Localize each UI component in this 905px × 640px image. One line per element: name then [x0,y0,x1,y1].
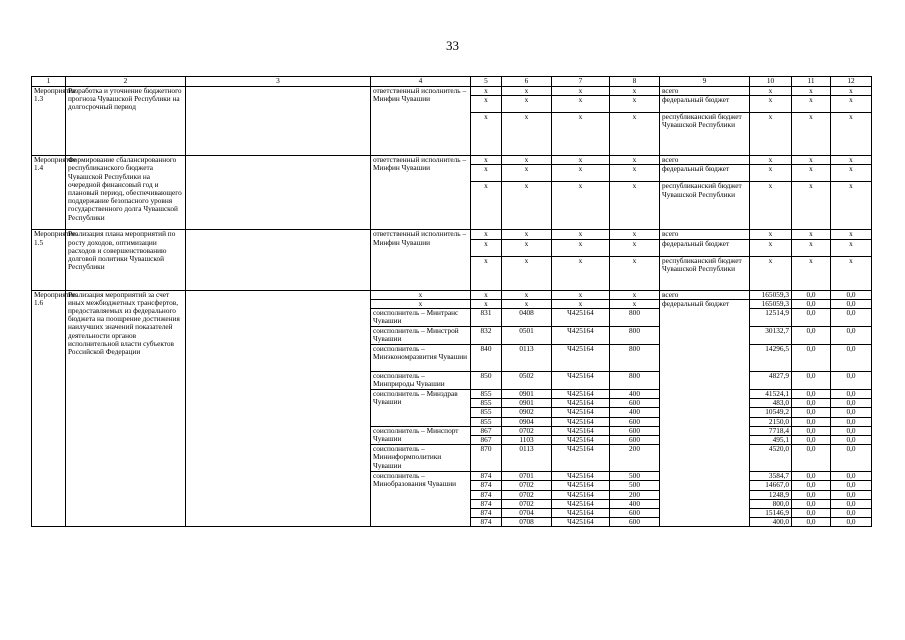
value-cell: 14667,0 [750,481,792,490]
measure-name: Мероприятие 1.5 [32,230,66,290]
code-cell: Ч425164 [552,327,610,345]
code-cell: x [502,96,552,113]
funding-source: республиканский бюджет Чувашской Республики [660,113,750,156]
measure-description: Реализация мероприятий за счет иных межбюджетных трансфертов, предоставляемых из федерального бюджета на поощрение достижения наилучших значений показателей деятельности органов исполнительной власти субъектов Российской Федерации [66,290,186,527]
funding-source: всего [660,230,750,239]
code-cell: x [502,156,552,165]
page-number: 33 [446,38,459,53]
code-cell: 400 [610,390,660,399]
code-cell: 0701 [502,472,552,481]
value-cell: 0,0 [792,327,831,345]
value-cell: 0,0 [792,472,831,481]
executor-cell: соисполнитель – Минэкономразвития Чувашии [371,345,471,372]
code-cell: 0113 [502,345,552,372]
value-cell: 10549,2 [750,408,792,417]
code-cell: 874 [471,481,502,490]
value-cell: 0,0 [831,472,872,481]
code-cell: 0704 [502,509,552,518]
code-cell: 0902 [502,408,552,417]
code-cell: x [502,239,552,256]
code-cell: 0502 [502,372,552,390]
code-cell: x [502,113,552,156]
code-cell: x [552,299,610,308]
header-cell: 5 [471,77,502,87]
value-cell: 165059,3 [750,299,792,308]
code-cell: 400 [610,499,660,508]
code-cell: x [552,96,610,113]
value-cell: x [750,113,792,156]
header-cell: 1 [32,77,66,87]
measure-name: Мероприятие 1.4 [32,156,66,230]
value-cell: 0,0 [831,426,872,435]
code-cell: x [471,156,502,165]
code-cell: 831 [471,309,502,327]
value-cell: 0,0 [831,345,872,372]
value-cell: 0,0 [792,309,831,327]
measure-description: Формирование сбалансированного республиканского бюджета Чувашской Республики на очередной финансовый год и плановый период, обеспечивающего поддержание безопасного уровня государственного долга Чувашской Республики [66,156,186,230]
code-cell: Ч425164 [552,399,610,408]
code-cell: Ч425164 [552,445,610,472]
header-cell: 4 [371,77,471,87]
executor-cell: ответственный исполнитель – Минфин Чувашии [371,87,471,156]
header-cell: 2 [66,77,186,87]
value-cell: 0,0 [831,327,872,345]
code-cell: x [552,256,610,290]
code-cell: x [471,87,502,96]
value-cell: x [831,256,872,290]
code-cell: 500 [610,481,660,490]
value-cell: 0,0 [831,309,872,327]
header-cell: 9 [660,77,750,87]
value-cell: 12514,9 [750,309,792,327]
code-cell: 600 [610,509,660,518]
code-cell: 0901 [502,399,552,408]
code-cell: Ч425164 [552,426,610,435]
code-cell: 855 [471,399,502,408]
header-cell: 12 [831,77,872,87]
header-cell: 6 [502,77,552,87]
measure-description: Реализация плана мероприятий по росту доходов, оптимизации расходов и совершенствованию долговой политики Чувашской Республики [66,230,186,290]
value-cell: x [831,156,872,165]
value-cell: x [792,113,831,156]
value-cell: x [792,156,831,165]
value-cell: x [792,256,831,290]
executor-cell: соисполнитель – Минстрой Чувашии [371,327,471,345]
measure-name: Мероприятие 1.3 [32,87,66,156]
value-cell: 0,0 [792,299,831,308]
value-cell: x [792,165,831,182]
code-cell: 867 [471,426,502,435]
code-cell: 600 [610,399,660,408]
code-cell: x [610,87,660,96]
value-cell: x [750,156,792,165]
value-cell: x [831,239,872,256]
code-cell: 867 [471,436,502,445]
value-cell: 0,0 [792,509,831,518]
code-cell: 1103 [502,436,552,445]
value-cell: x [750,96,792,113]
code-cell: 0708 [502,518,552,527]
code-cell: 800 [610,327,660,345]
value-cell: 0,0 [792,436,831,445]
value-cell: x [792,239,831,256]
code-cell: x [610,156,660,165]
funding-source: федеральный бюджет [660,239,750,256]
code-cell: Ч425164 [552,345,610,372]
header-cell: 3 [186,77,371,87]
code-cell: x [471,230,502,239]
measure-row [32,230,872,239]
value-cell: x [792,230,831,239]
value-cell: 0,0 [831,490,872,499]
code-cell: 0702 [502,426,552,435]
code-cell: x [502,290,552,299]
code-cell: 0702 [502,481,552,490]
value-cell: 0,0 [831,499,872,508]
code-cell: Ч425164 [552,390,610,399]
code-cell: x [552,230,610,239]
executor-cell: ответственный исполнитель – Минфин Чувашии [371,156,471,230]
code-cell: x [552,113,610,156]
value-cell: 495,1 [750,436,792,445]
code-cell: 600 [610,417,660,426]
value-cell: 0,0 [792,426,831,435]
executor-cell: соисполнитель – Минприроды Чувашии [371,372,471,390]
value-cell: 400,0 [750,518,792,527]
value-cell: 1248,9 [750,490,792,499]
value-cell: 0,0 [792,399,831,408]
value-cell: x [831,165,872,182]
value-cell: 0,0 [792,408,831,417]
code-cell: x [552,182,610,230]
code-cell: 855 [471,390,502,399]
value-cell: x [792,87,831,96]
code-cell: 832 [471,327,502,345]
code-cell: 800 [610,372,660,390]
value-cell: 0,0 [831,408,872,417]
header-row [32,77,872,87]
code-cell: Ч425164 [552,472,610,481]
code-cell: 200 [610,490,660,499]
value-cell: 4827,9 [750,372,792,390]
value-cell: 0,0 [831,372,872,390]
code-cell: x [610,290,660,299]
funding-source: республиканский бюджет Чувашской Республики [660,256,750,290]
code-cell: 0408 [502,309,552,327]
value-cell: 0,0 [831,436,872,445]
value-cell: x [831,87,872,96]
value-cell: x [831,230,872,239]
code-cell: 0702 [502,490,552,499]
value-cell: 0,0 [792,445,831,472]
executor-cell: соисполнитель – Минтранс Чувашии [371,309,471,327]
code-cell: x [502,256,552,290]
funding-source: республиканский бюджет Чувашской Республики [660,182,750,230]
value-cell: x [750,182,792,230]
value-cell: 2150,0 [750,417,792,426]
value-cell: 0,0 [831,417,872,426]
value-cell: 0,0 [792,390,831,399]
code-cell: x [610,239,660,256]
code-cell: 0901 [502,390,552,399]
header-cell: 10 [750,77,792,87]
executor-cell: соисполнитель – Мининформполитики Чувашии [371,445,471,472]
executor-cell: соисполнитель – Минздрав Чувашии [371,390,471,427]
code-cell: 874 [471,472,502,481]
value-cell: x [750,256,792,290]
code-cell: x [552,239,610,256]
funding-source: федеральный бюджет [660,299,750,527]
code-cell: x [610,113,660,156]
value-cell: x [792,182,831,230]
code-cell: x [471,96,502,113]
measure-row [32,87,872,96]
code-cell: 840 [471,345,502,372]
code-cell: Ч425164 [552,509,610,518]
executor-cell: ответственный исполнитель – Минфин Чувашии [371,230,471,290]
value-cell: 165059,3 [750,290,792,299]
code-cell: 874 [471,509,502,518]
measure-row [32,290,872,299]
code-cell: x [471,182,502,230]
funding-source: всего [660,156,750,165]
header-cell: 7 [552,77,610,87]
value-cell: x [750,87,792,96]
code-cell: x [610,299,660,308]
value-cell: x [831,182,872,230]
code-cell: 870 [471,445,502,472]
code-cell: x [471,239,502,256]
measure-row [32,156,872,165]
value-cell: 0,0 [792,290,831,299]
executor-cell: соисполнитель – Минобразования Чувашии [371,472,471,527]
value-cell: 0,0 [792,417,831,426]
value-cell: 0,0 [831,290,872,299]
code-cell: x [502,87,552,96]
value-cell: x [750,239,792,256]
value-cell: 0,0 [831,390,872,399]
code-cell: 855 [471,417,502,426]
code-cell: 0501 [502,327,552,345]
value-cell: 0,0 [792,345,831,372]
value-cell: 41524,1 [750,390,792,399]
code-cell: Ч425164 [552,518,610,527]
code-cell: 850 [471,372,502,390]
value-cell: 30132,7 [750,327,792,345]
funding-source: федеральный бюджет [660,165,750,182]
code-cell: 400 [610,408,660,417]
code-cell: 600 [610,426,660,435]
funding-source: всего [660,290,750,299]
value-cell: 3584,7 [750,472,792,481]
value-cell: 0,0 [831,399,872,408]
funding-source: всего [660,87,750,96]
code-cell: Ч425164 [552,436,610,445]
code-cell: x [502,165,552,182]
code-cell: x [471,290,502,299]
code-cell: 0113 [502,445,552,472]
code-cell: x [610,230,660,239]
header-cell: 8 [610,77,660,87]
program-table [31,76,872,527]
value-cell: 0,0 [792,372,831,390]
value-cell: 0,0 [792,490,831,499]
code-cell: Ч425164 [552,309,610,327]
code-cell: 0702 [502,499,552,508]
code-cell: x [552,165,610,182]
code-cell: Ч425164 [552,499,610,508]
value-cell: 0,0 [831,299,872,308]
code-cell: 600 [610,518,660,527]
funding-source: федеральный бюджет [660,96,750,113]
code-cell: x [471,165,502,182]
code-cell: x [471,113,502,156]
value-cell: 7718,4 [750,426,792,435]
empty-cell [186,156,371,230]
value-cell: 0,0 [792,481,831,490]
code-cell: 0904 [502,417,552,426]
value-cell: 15146,9 [750,509,792,518]
value-cell: x [831,113,872,156]
code-cell: Ч425164 [552,481,610,490]
code-cell: x [502,182,552,230]
header-cell: 11 [792,77,831,87]
value-cell: 0,0 [831,481,872,490]
value-cell: x [750,165,792,182]
code-cell: x [502,299,552,308]
code-cell: 800 [610,345,660,372]
code-cell: x [552,156,610,165]
code-cell: x [610,182,660,230]
code-cell: 200 [610,445,660,472]
code-cell: x [552,87,610,96]
code-cell: 874 [471,490,502,499]
code-cell: x [371,299,471,308]
code-cell: x [471,256,502,290]
code-cell: x [610,256,660,290]
code-cell: x [610,165,660,182]
empty-cell [186,230,371,290]
value-cell: 14296,5 [750,345,792,372]
code-cell: 500 [610,472,660,481]
measure-description: Разработка и уточнение бюджетного прогноза Чувашской Республики на долгосрочный период [66,87,186,156]
code-cell: 855 [471,408,502,417]
code-cell: Ч425164 [552,408,610,417]
executor-cell: соисполнитель – Минспорт Чувашии [371,426,471,444]
empty-cell [186,87,371,156]
code-cell: x [471,299,502,308]
code-cell: 874 [471,499,502,508]
value-cell: 0,0 [792,518,831,527]
value-cell: 4520,0 [750,445,792,472]
value-cell: x [831,96,872,113]
value-cell: 800,0 [750,499,792,508]
code-cell: 874 [471,518,502,527]
value-cell: 0,0 [831,445,872,472]
code-cell: x [371,290,471,299]
code-cell: Ч425164 [552,490,610,499]
code-cell: Ч425164 [552,372,610,390]
code-cell: Ч425164 [552,417,610,426]
value-cell: 483,0 [750,399,792,408]
code-cell: x [552,290,610,299]
value-cell: x [792,96,831,113]
value-cell: 0,0 [831,518,872,527]
measure-name: Мероприятие 1.6 [32,290,66,527]
value-cell: x [750,230,792,239]
code-cell: 600 [610,436,660,445]
value-cell: 0,0 [792,499,831,508]
empty-cell [186,290,371,527]
value-cell: 0,0 [831,509,872,518]
code-cell: 800 [610,309,660,327]
code-cell: x [610,96,660,113]
code-cell: x [502,230,552,239]
